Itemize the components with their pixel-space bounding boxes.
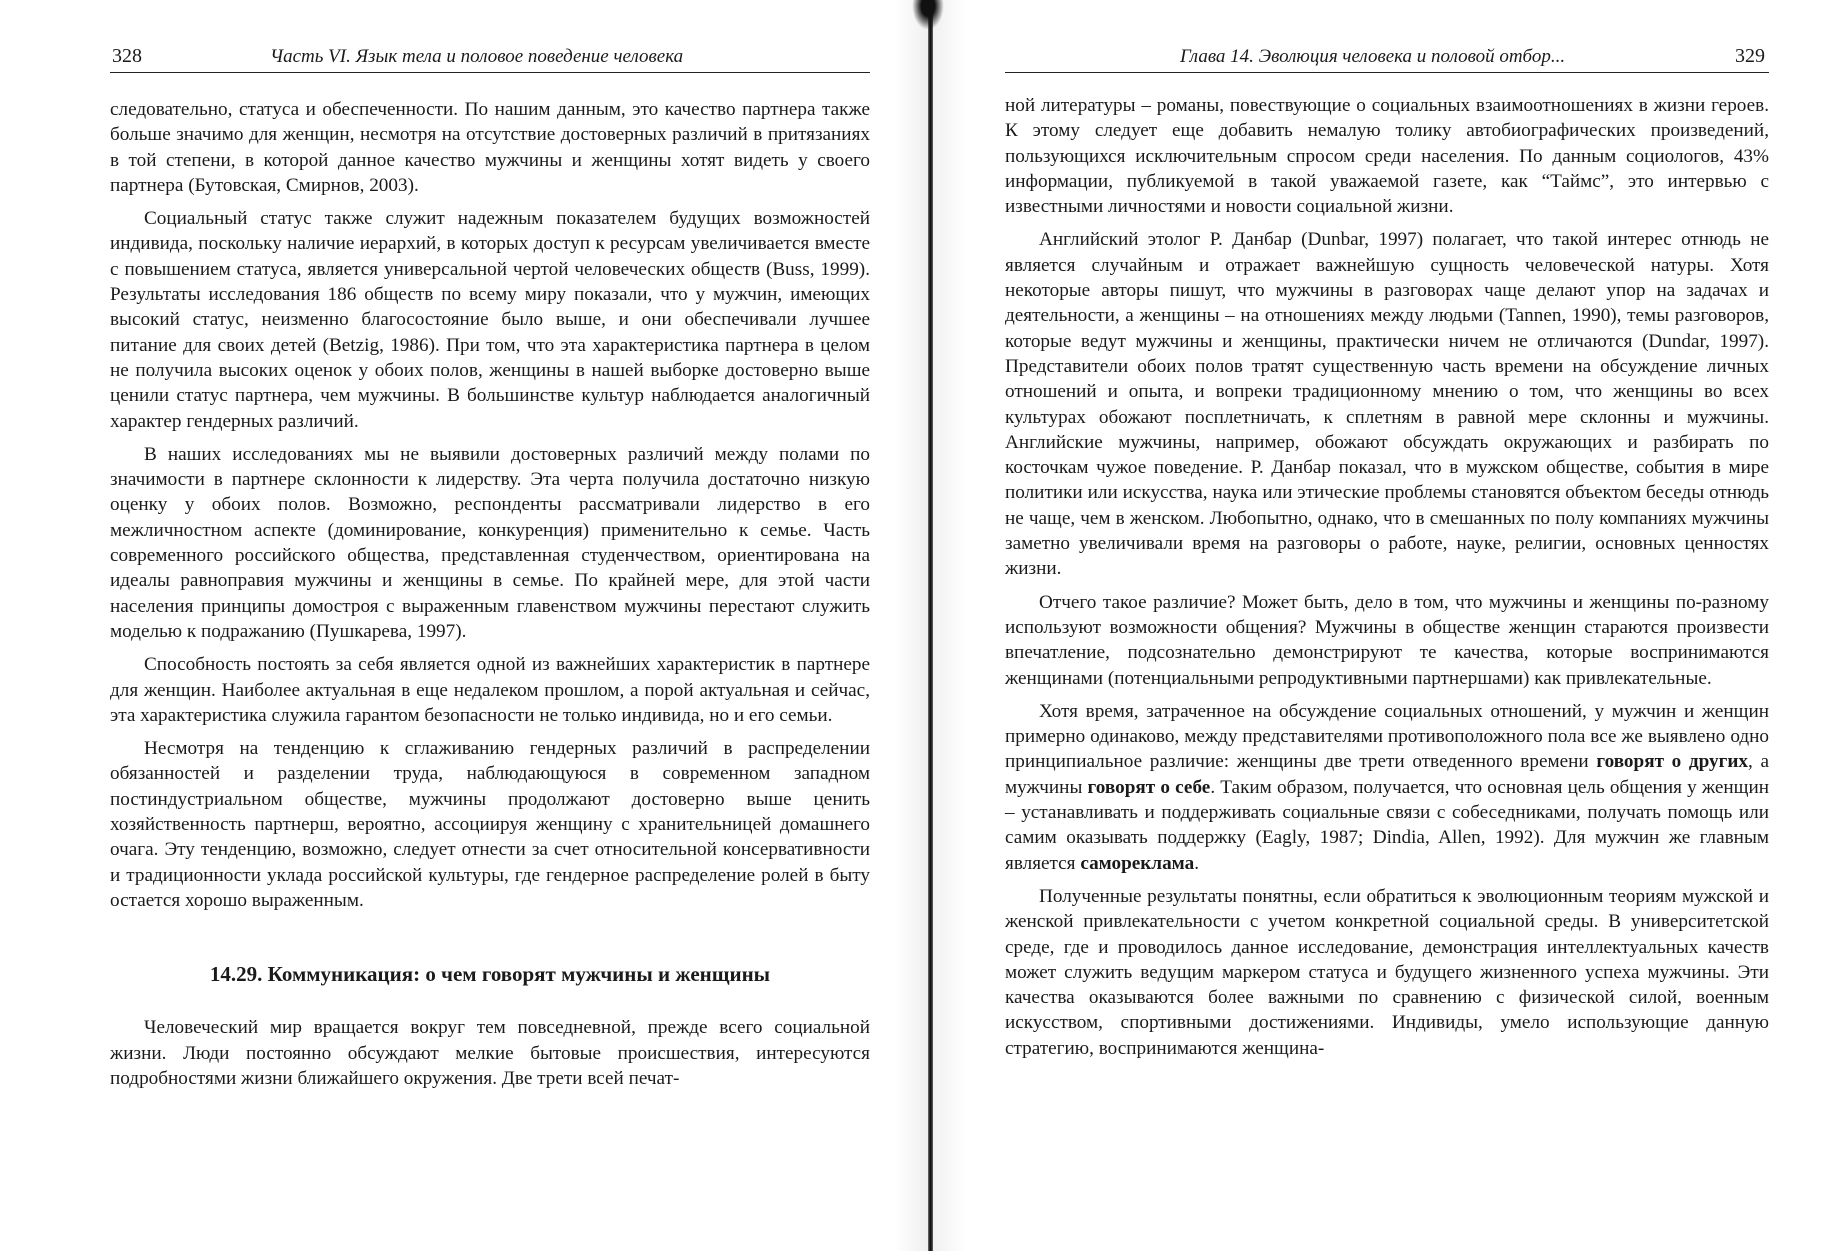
text-run: Хотя время, затраченное на обсуждение социальных отношений, у мужчин и женщин примерно одинаково, между представителями противоположного пола все же выявлено одно принципиальное различие: женщины две трети отведенного времени (1005, 700, 1769, 773)
paragraph: В наших исследованиях мы не выявили достоверных различий между полами по значимости в партнере склонности к лидерству. Эта черта получила достаточно низкую оценку у обоих полов. Возможно, респонденты рассматривали лидерство в его межличностном аспекте (доминирование, конкуренция) применительно к семье. Часть современного российского общества, представленная студенчеством, ориентирована на идеалы равноправия мужчины и женщины в семье. По крайней мере, для этой части населения принципы домостроя с выраженным главенством мужчины перестают служить моделью к подражанию (Пушкарева, 1997). (110, 443, 870, 642)
right-page-number: 329 (1735, 45, 1765, 67)
bold-phrase: самореклама (1080, 852, 1195, 874)
right-page-body (1005, 93, 1769, 1061)
text-run: , а мужчины (1005, 751, 1769, 798)
left-running-head-title: Часть VI. Язык тела и половое поведение человека (270, 46, 684, 67)
right-running-head (1005, 38, 1769, 73)
paragraph: Полученные результаты понятны, если обратиться к эволюционным теориям мужской и женской привлекательности с учетом конкретной социальной среды. В университетской среде, где и проводилось данное исследование, демонстрация интеллектуальных качеств может служить ведущим маркером статуса и будущего жизненного успеха мужчины. Эти качества оказываются более важными по сравнению с физической силой, военным искусством, спортивными достижениями. Индивиды, умело использующие данную стратегию, воспринимаются женщина- (1005, 885, 1769, 1059)
left-page-number: 328 (112, 45, 142, 67)
right-running-head-title: Глава 14. Эволюция человека и половой отбор... (1180, 46, 1566, 67)
bold-phrase: говорят о других (1596, 751, 1748, 773)
book-spine-gutter (928, 0, 933, 1251)
paragraph-with-emphasis (1005, 699, 1769, 876)
right-page (1005, 0, 1769, 1251)
paragraph: Несмотря на тенденцию к сглаживанию гендерных различий в распределении обязанностей и разделении труда, наблюдающуюся в современном западном постиндустриальном обществе, мужчины продолжают достоверно выше ценить хозяйственность партнерш, вероятно, ассоциируя женщину с хранительницей домашнего очага. Эту тенденцию, возможно, следует отнести за счет относительной консервативности и традиционности уклада российской культуры, где гендерное распределение ролей в быту остается хорошо выраженным. (110, 738, 870, 911)
left-page-body (110, 97, 870, 1091)
left-running-head (110, 38, 870, 73)
paragraph: Человеческий мир вращается вокруг тем повседневной, прежде всего социальной жизни. Люди постоянно обсуждают мелкие бытовые происшествия, интересуются подробностями жизни ближайшего окружения. Две трети всей печат- (110, 1017, 870, 1089)
section-heading: 14.29. Коммуникация: о чем говорят мужчины и женщины (209, 962, 771, 987)
text-run: . (1194, 852, 1199, 874)
paragraph: ной литературы – романы, повествующие о социальных взаимоотношениях в жизни героев. К этому следует еще добавить немалую толику автобиографических произведений, пользующихся исключительным спросом среди населения. По данным социологов, 43% информации, публикуемой в такой уважаемой газете, как “Таймс”, это интервью с известными личностями и новости социальной жизни. (1005, 95, 1769, 218)
binding-mark (912, 0, 944, 30)
left-page (110, 0, 870, 1251)
paragraph: Способность постоять за себя является одной из важнейших характеристик в партнере для женщин. Наиболее актуальная в еще недалеком прошлом, а порой актуальная и сейчас, эта характеристика служила гарантом безопасности не только индивида, но и его семьи. (110, 654, 870, 726)
text-run: . Таким образом, получается, что основная цель общения у женщин – устанавливать и поддерживать социальные связи с собеседниками, получать помощь или самим оказывать поддержку (Eagly, 1987; Dindia, Allen, 1992). Для мужчин же главным является (1005, 776, 1769, 874)
paragraph: Отчего такое различие? Может быть, дело в том, что мужчины и женщины по-разному используют возможности общения? Мужчины в обществе женщин стараются произвести впечатление, подсознательно демонстрируют те качества, которые воспринимаются женщинами (потенциальными репродуктивными партнершами) как привлекательные. (1005, 591, 1769, 689)
paragraph: Английский этолог Р. Данбар (Dunbar, 1997) полагает, что такой интерес отнюдь не является случайным и отражает важнейшую сущность человеческой натуры. Хотя некоторые авторы пишут, что мужчины в разговорах чаще делают упор на задачах и деятельности, а женщины – на отношениях между людьми (Tannen, 1990), темы разговоров, которые ведут мужчины и женщины, практически ничем не отличаются (Dundar, 1997). Представители обоих полов тратят существенную часть времени на обсуждение личных отношений и опыта, и вопреки традиционному мнению о том, что женщины во всех культурах обожают посплетничать, к сплетням в равной мере склонны и мужчины. Английские мужчины, например, обожают обсуждать окружающих и разбирать по косточкам чужое поведение. Р. Данбар показал, что в мужском обществе, события в мире политики или искусства, наука или этические проблемы становятся объектом беседы отнюдь не чаще, чем в женском. Любопытно, однако, что в смешанных по полу компаниях мужчины заметно увеличивали время на разговоры о работе, науке, религии, основных ценностях жизни. (1005, 229, 1769, 580)
paragraph: следовательно, статуса и обеспеченности. По нашим данным, это качество партнера также больше значимо для женщин, несмотря на отсутствие достоверных различий в притязаниях в той степени, в которой данное качество мужчины и женщины хотят видеть у своего партнера (Бутовская, Смирнов, 2003). (110, 99, 870, 196)
paragraph: Социальный статус также служит надежным показателем будущих возможностей индивида, поскольку наличие иерархий, в которых доступ к ресурсам увеличивается вместе с повышением статуса, является универсальной чертой человеческих обществ (Buss, 1999). Результаты исследования 186 обществ по всему миру показали, что у мужчин, имеющих высокий статус, неизменно благосостояние было выше, и они обеспечивали лучшее питание для своих детей (Betzig, 1986). При том, что эта характеристика партнера в целом не получила высоких оценок у обоих полов, женщины в нашей выборке достоверно выше ценили статус партнера, чем мужчины. В большинстве культур наблюдается аналогичный характер гендерных различий. (110, 208, 870, 432)
bold-phrase: говорят о себе (1087, 776, 1211, 798)
